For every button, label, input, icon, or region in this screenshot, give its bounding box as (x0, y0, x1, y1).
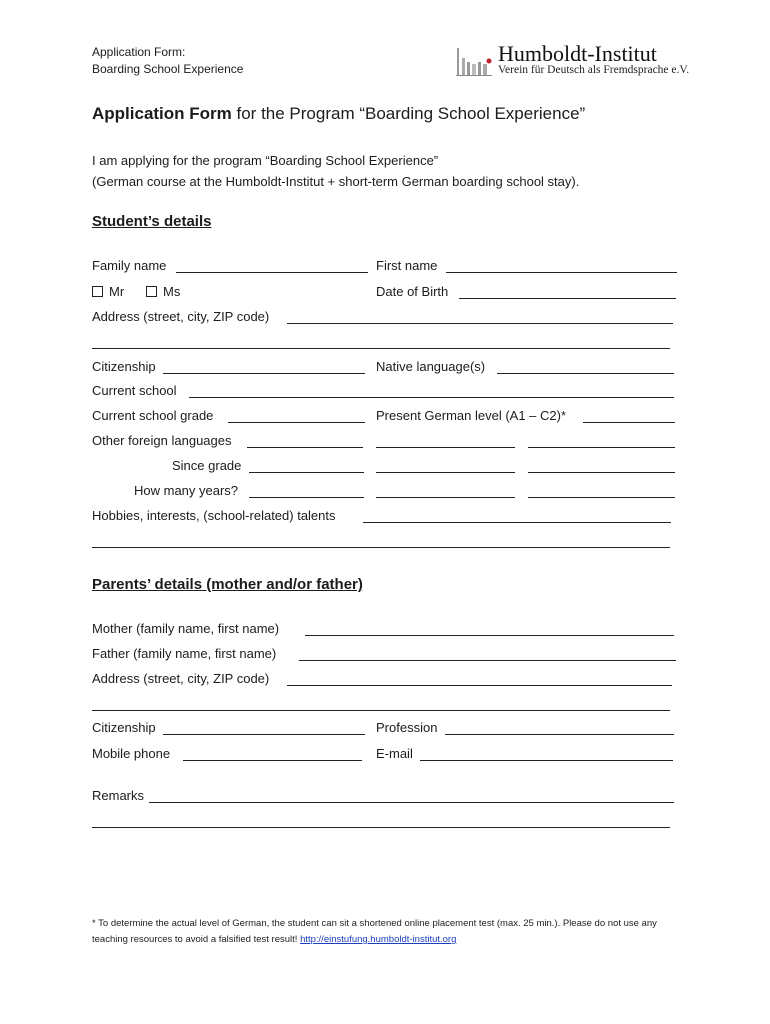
years-3-field[interactable] (528, 497, 675, 498)
footnote-text: * To determine the actual level of German, the student can sit a shortened online placement test (max. 25 min.). Please do not use any teaching resources to avoid a falsified test result! (92, 918, 657, 946)
family-name-field[interactable] (176, 272, 368, 273)
how-many-years-label: How many years? (134, 483, 239, 498)
remarks-field[interactable] (149, 802, 674, 803)
profession-label: Profession (376, 720, 438, 735)
years-1-field[interactable] (249, 497, 364, 498)
mr-label: Mr (109, 284, 125, 299)
remarks-label: Remarks (92, 788, 145, 803)
email-label: E-mail (376, 746, 413, 761)
since-grade-label: Since grade (172, 458, 242, 473)
address-field[interactable] (287, 323, 673, 324)
page-title-bold: Application Form (92, 104, 232, 123)
other-language-3-field[interactable] (528, 447, 675, 448)
remarks-field-line-2[interactable] (92, 827, 670, 828)
current-school-label: Current school (92, 383, 177, 398)
placement-test-link[interactable]: http://einstufung.humboldt-institut.org (300, 934, 457, 946)
mobile-phone-label: Mobile phone (92, 746, 171, 761)
footnote (92, 916, 682, 948)
since-grade-1-field[interactable] (249, 472, 364, 473)
address-field-line-2[interactable] (92, 348, 670, 349)
other-language-2-field[interactable] (376, 447, 515, 448)
father-label: Father (family name, first name) (92, 646, 277, 661)
profession-field[interactable] (445, 734, 674, 735)
parents-details-heading: Parents’ details (mother and/or father) (92, 576, 363, 593)
native-language-label: Native language(s) (376, 359, 486, 374)
mr-checkbox[interactable] (92, 286, 103, 297)
page-title (92, 104, 585, 124)
years-2-field[interactable] (376, 497, 515, 498)
email-field[interactable] (420, 760, 673, 761)
parents-citizenship-label: Citizenship (92, 720, 156, 735)
date-of-birth-label: Date of Birth (376, 284, 449, 299)
header-form-title: Application Form: (92, 45, 186, 59)
mother-field[interactable] (305, 635, 674, 636)
logo-name: Humboldt-Institut (498, 41, 657, 66)
since-grade-2-field[interactable] (376, 472, 515, 473)
hobbies-field-line-2[interactable] (92, 547, 670, 548)
first-name-field[interactable] (446, 272, 677, 273)
current-school-field[interactable] (189, 397, 674, 398)
intro-line-1: I am applying for the program “Boarding School Experience” (92, 153, 439, 168)
family-name-label: Family name (92, 258, 167, 273)
german-level-label: Present German level (A1 – C2)* (376, 408, 567, 423)
german-level-field[interactable] (583, 422, 675, 423)
page-title-rest: for the Program “Boarding School Experience” (231, 104, 586, 123)
citizenship-label: Citizenship (92, 359, 156, 374)
mobile-phone-field[interactable] (183, 760, 362, 761)
current-school-grade-field[interactable] (228, 422, 365, 423)
logo-subtitle: Verein für Deutsch als Fremdsprache e.V. (498, 64, 690, 76)
native-language-field[interactable] (497, 373, 674, 374)
parents-address-label: Address (street, city, ZIP code) (92, 671, 270, 686)
header-form-subtitle: Boarding School Experience (92, 62, 244, 76)
other-language-1-field[interactable] (247, 447, 363, 448)
ms-label: Ms (163, 284, 181, 299)
parents-citizenship-field[interactable] (163, 734, 365, 735)
parents-address-field[interactable] (287, 685, 672, 686)
hobbies-label: Hobbies, interests, (school-related) talents (92, 508, 336, 523)
intro-line-2: (German course at the Humboldt-Institut + short-term German boarding school stay). (92, 174, 580, 189)
student-details-heading: Student’s details (92, 213, 212, 230)
first-name-label: First name (376, 258, 438, 273)
mother-label: Mother (family name, first name) (92, 621, 280, 636)
date-of-birth-field[interactable] (459, 298, 676, 299)
mr-option[interactable] (92, 285, 124, 298)
logo-mark-icon (456, 44, 492, 80)
citizenship-field[interactable] (163, 373, 365, 374)
ms-option[interactable] (146, 285, 180, 298)
current-school-grade-label: Current school grade (92, 408, 214, 423)
father-field[interactable] (299, 660, 676, 661)
hobbies-field[interactable] (363, 522, 671, 523)
ms-checkbox[interactable] (146, 286, 157, 297)
other-languages-label: Other foreign languages (92, 433, 232, 448)
parents-address-field-line-2[interactable] (92, 710, 670, 711)
since-grade-3-field[interactable] (528, 472, 675, 473)
address-label: Address (street, city, ZIP code) (92, 309, 270, 324)
